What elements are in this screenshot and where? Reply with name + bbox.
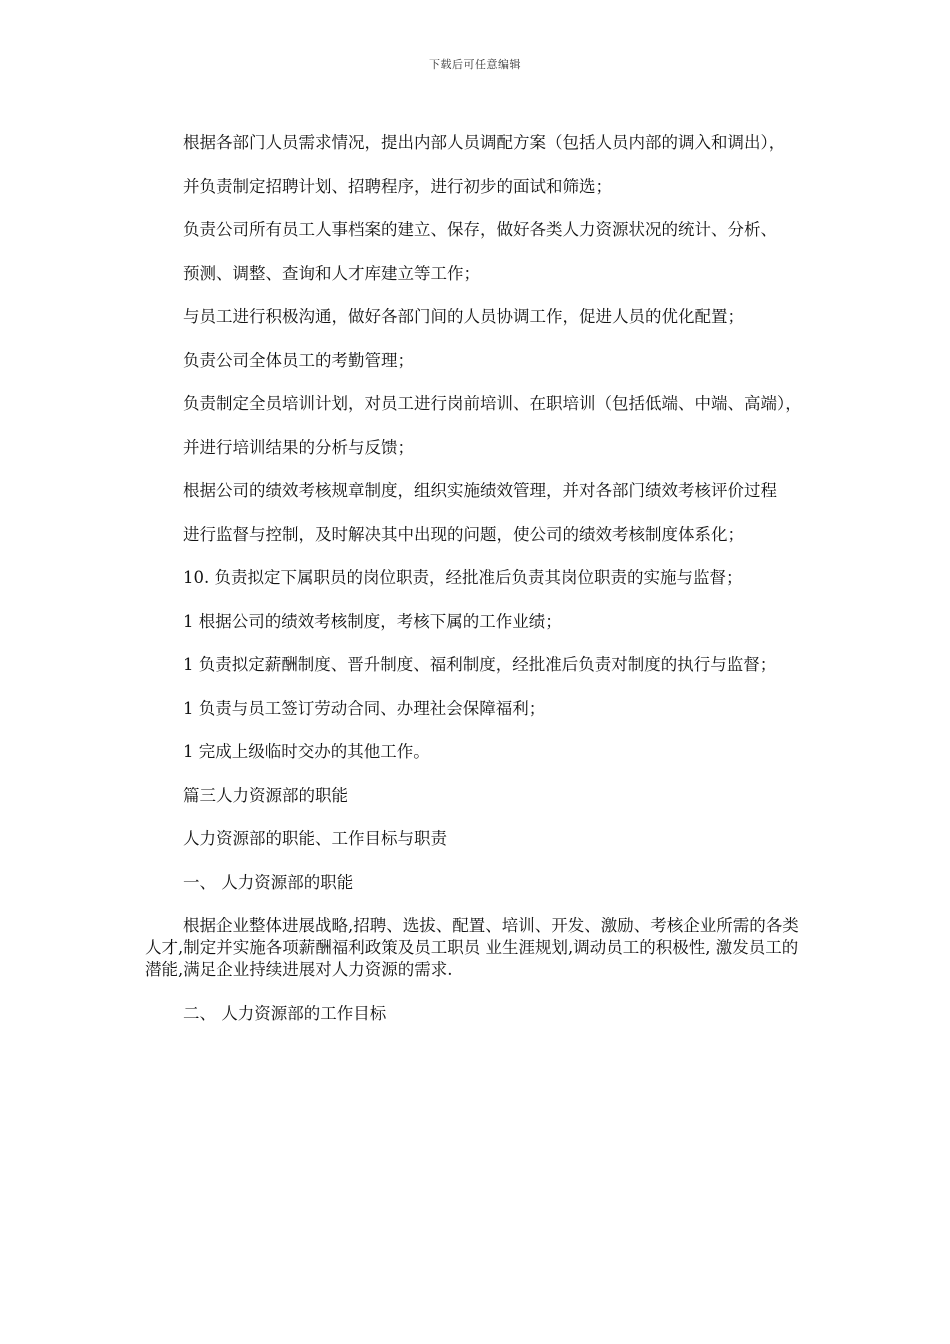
paragraph: 10. 负责拟定下属职员的岗位职责，经批准后负责其岗位职责的实施与监督； [183,568,743,587]
subsection-heading: 一、 人力资源部的职能 [183,872,354,892]
page-header: 下载后可任意编辑 [429,58,521,71]
paragraph: 预测、调整、查询和人才库建立等工作； [183,263,480,283]
paragraph: 负责公司所有员工人事档案的建立、保存，做好各类人力资源状况的统计、分析、 [183,220,777,239]
paragraph: 并负责制定招聘计划、招聘程序，进行初步的面试和筛选； [183,176,612,196]
paragraph: 负责制定全员培训计划，对员工进行岗前培训、在职培训（包括低端、中端、高端）， [183,394,802,413]
subsection-heading: 二、 人力资源部的工作目标 [183,1003,387,1023]
paragraph: 与员工进行积极沟通，做好各部门间的人员协调工作，促进人员的优化配置； [183,307,744,326]
paragraph: 1 根据公司的绩效考核制度，考核下属的工作业绩； [183,611,562,631]
section-subtitle: 人力资源部的职能、工作目标与职责 [183,829,447,848]
paragraph: 根据企业整体进展战略,招聘、选拔、配置、培训、开发、激励、考核企业所需的各类人才,制定并实施各项薪酬福利政策及员工职员 业生涯规划,调动员工的积极性, 激发员工的潜能,满足企业持续进展对人力资源的需求. [145,916,799,979]
paragraph: 并进行培训结果的分析与反馈； [183,437,414,457]
section-heading: 篇三人力资源部的职能 [183,785,348,805]
paragraph: 1 负责拟定薪酬制度、晋升制度、福利制度，经批准后负责对制度的执行与监督； [183,655,777,674]
paragraph: 1 负责与员工签订劳动合同、办理社会保障福利； [183,698,546,718]
paragraph: 根据公司的绩效考核规章制度，组织实施绩效管理，并对各部门绩效考核评价过程 [183,481,777,500]
document-body [145,132,805,1046]
paragraph: 根据各部门人员需求情况，提出内部人员调配方案（包括人员内部的调入和调出）， [183,133,786,152]
paragraph: 进行监督与控制，及时解决其中出现的问题，使公司的绩效考核制度体系化； [183,524,744,544]
paragraph: 负责公司全体员工的考勤管理； [183,350,414,370]
paragraph: 1 完成上级临时交办的其他工作。 [183,742,430,761]
